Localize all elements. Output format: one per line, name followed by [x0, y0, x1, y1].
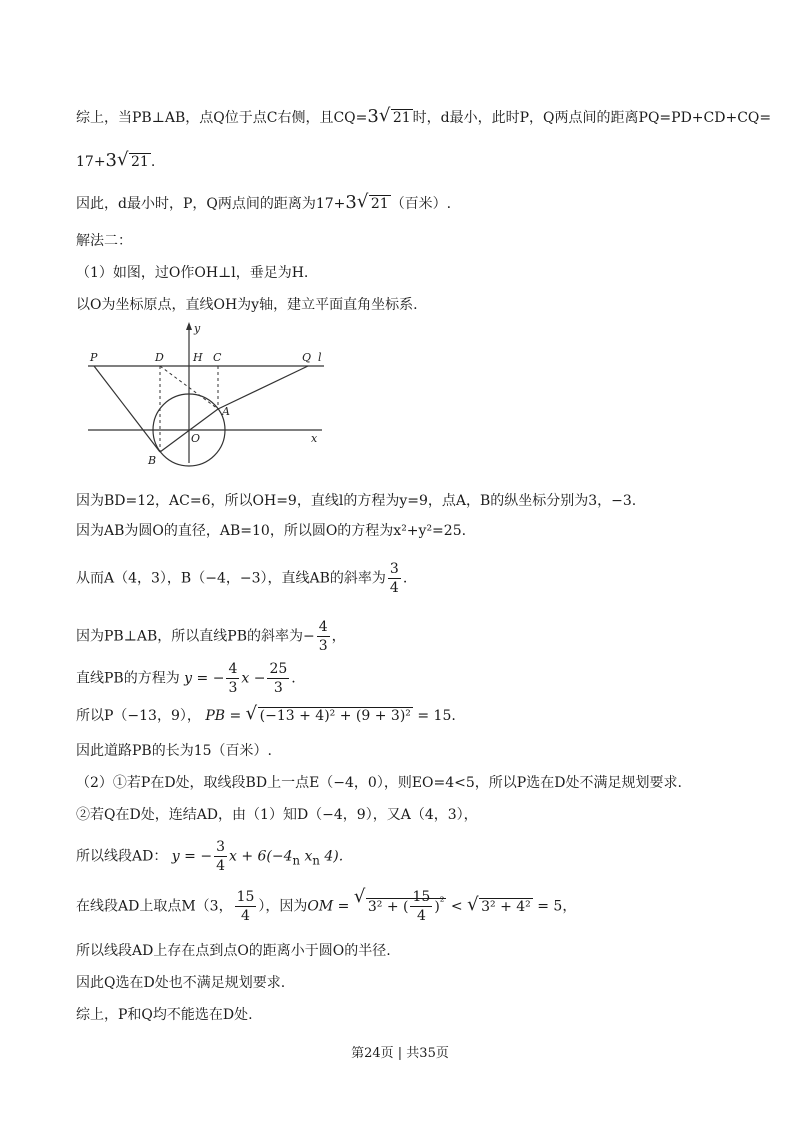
- label-a: A: [222, 405, 230, 418]
- text-line-7: 因为BD=12，AC=6，所以OH=9，直线l的方程为y=9，点A，B的纵坐标分别为3，−3.: [76, 493, 637, 509]
- label-o: O: [191, 432, 201, 445]
- text-line-4: 解法二：: [76, 233, 132, 249]
- text-line-15: ②若Q在D处，连结AD，由（1）知D（−4，9），又A（4，3），: [76, 807, 478, 823]
- coef: 3: [345, 192, 357, 213]
- coef: 3: [105, 150, 117, 171]
- text: 17+: [76, 154, 106, 170]
- y-axis-arrow: [186, 322, 192, 330]
- fraction: $\frac{25}{3}$: [269, 661, 288, 696]
- text-line-5: （1）如图，过O作OH⊥l，垂足为H.: [76, 265, 309, 281]
- label-p: P: [90, 351, 98, 364]
- fraction: $\frac{15}{4}$: [236, 889, 255, 924]
- text-line-8: 因为AB为圆O的直径，AB=10，所以圆O的方程为x²+y²=25.: [76, 523, 467, 539]
- fraction: $\frac{4}{3}$: [318, 619, 328, 654]
- fraction: $\frac{15}{4}$: [412, 889, 431, 924]
- label-d: D: [155, 351, 164, 364]
- text: ，: [331, 628, 346, 645]
- text: 直线PB的方程为: [76, 670, 180, 687]
- sqrt-21: √ 21: [356, 191, 389, 212]
- fraction: $\frac{3}{4}$: [389, 561, 399, 596]
- subscript: n: [312, 853, 320, 868]
- label-h: H: [193, 351, 203, 364]
- text-line-9: [76, 560, 407, 597]
- label-x: x: [311, 432, 318, 445]
- text: .: [291, 670, 296, 687]
- page-footer: 第24页 | 共35页: [351, 1046, 449, 1061]
- text: .: [402, 570, 408, 587]
- equation: x −: [241, 670, 266, 687]
- label-q: Q: [302, 351, 312, 364]
- text-line-2: [76, 150, 155, 173]
- text-line-3: [76, 192, 451, 215]
- text-line-19: 因此Q选在D处也不满足规划要求.: [76, 975, 286, 991]
- text-line-10: [76, 618, 346, 655]
- sqrt-21: √ 21: [378, 105, 411, 126]
- text: 从而A（4，3），B（−4，−3），直线AB的斜率为: [76, 570, 386, 587]
- text: 在线段AD上取点M（3，: [76, 898, 233, 915]
- text: 所以P（−13，9），: [76, 708, 201, 724]
- sqrt-21: √ 21: [117, 149, 149, 170]
- text: = 5，: [537, 898, 577, 915]
- text: 因为PB⊥AB，所以直线PB的斜率为−: [76, 628, 315, 645]
- text: 因此，d最小时，P，Q两点间的距离为17+: [76, 196, 346, 212]
- sqrt: √ 3² + ( $\frac{15}{4}$ )$^{^2}$: [353, 886, 445, 924]
- fraction: $\frac{4}{3}$: [228, 661, 238, 696]
- coef: 3: [367, 106, 379, 127]
- text-line-20: 综上，P和Q均不能选在D处.: [76, 1007, 253, 1023]
- text: ），因为: [258, 898, 308, 915]
- equation: 4).: [324, 848, 344, 865]
- label-c: C: [213, 351, 222, 364]
- text-line-6: 以O为坐标原点，直线OH为y轴，建立平面直角坐标系.: [76, 297, 418, 313]
- subscript: n: [292, 853, 301, 868]
- text: .: [150, 154, 156, 170]
- text-line-18: 所以线段AD上存在点到点O的距离小于圆O的半径.: [76, 943, 391, 959]
- label-y: y: [194, 322, 201, 335]
- text: 所以线段AD：: [76, 848, 168, 865]
- label-l: l: [318, 351, 322, 364]
- equation: x + 6(−4: [229, 848, 293, 865]
- geometry-figure: [82, 318, 332, 468]
- sqrt: √ (−13 + 4)² + (9 + 3)²: [245, 703, 411, 724]
- text: <: [450, 898, 463, 915]
- equation: y = −: [184, 670, 225, 687]
- text-line-16: [76, 838, 343, 875]
- text-line-13: 因此道路PB的长为15（百米）.: [76, 743, 272, 759]
- text-line-12: [76, 705, 456, 727]
- equation: y = −: [171, 848, 213, 865]
- text: = 15.: [417, 708, 456, 724]
- text-line-17: [76, 888, 576, 925]
- text-line-11: [76, 660, 296, 697]
- segment-qa: [218, 366, 308, 409]
- text-line-1: [76, 106, 771, 129]
- equation: PB =: [205, 708, 242, 724]
- text: （百米）.: [390, 196, 452, 212]
- fraction: $\frac{3}{4}$: [216, 839, 225, 874]
- sqrt: √ 3² + 4²: [467, 893, 531, 915]
- segment-pb: [94, 366, 160, 452]
- text: 综上，当PB⊥AB，点Q位于点C右侧，且CQ=: [76, 110, 368, 126]
- label-b: B: [148, 454, 157, 467]
- equation: x: [304, 848, 313, 865]
- text: 时，d最小，此时P，Q两点间的距离PQ=PD+CD+CQ=: [412, 110, 772, 126]
- equation: OM =: [307, 898, 350, 915]
- text-line-14: （2）①若P在D处，取线段BD上一点E（−4，0），则EO=4<5，所以P选在D处不满足规划要求.: [76, 775, 682, 791]
